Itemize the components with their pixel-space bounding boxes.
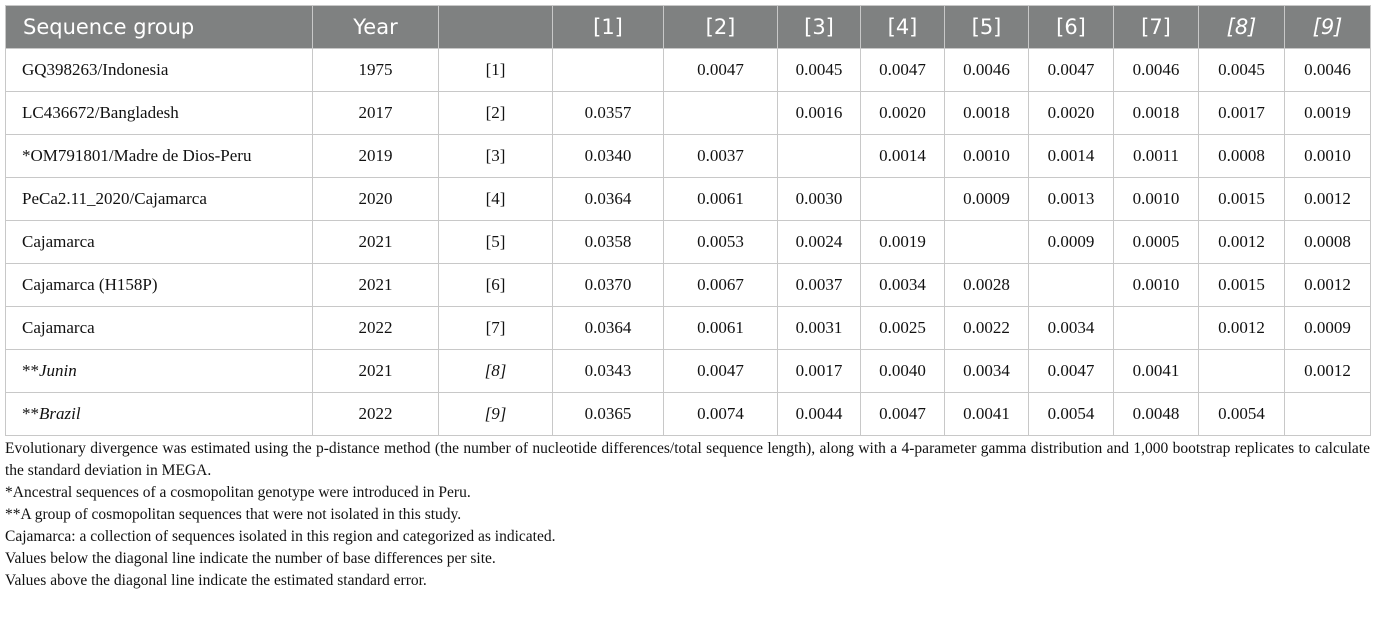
distance-cell: 0.0020 (1029, 92, 1114, 135)
distance-cell: 0.0053 (664, 221, 778, 264)
distance-cell: 0.0343 (553, 350, 664, 393)
distance-cell: 0.0017 (1199, 92, 1285, 135)
distance-cell: 0.0074 (664, 393, 778, 436)
column-header: [6] (1029, 6, 1114, 49)
distance-cell: 0.0047 (664, 49, 778, 92)
distance-cell: 0.0370 (553, 264, 664, 307)
table-row (6, 178, 1371, 221)
distance-cell: 0.0061 (664, 307, 778, 350)
distance-cell: 0.0357 (553, 92, 664, 135)
distance-cell: 0.0009 (1285, 307, 1371, 350)
year-cell: 1975 (313, 49, 439, 92)
distance-cell: 0.0045 (1199, 49, 1285, 92)
column-header: [7] (1114, 6, 1199, 49)
footnote: *Ancestral sequences of a cosmopolitan genotype were introduced in Peru. (5, 484, 471, 501)
column-header: [8] (1199, 6, 1285, 49)
distance-cell (778, 135, 861, 178)
table-container (5, 5, 1370, 592)
sequence-group-cell (6, 350, 313, 393)
distance-cell: 0.0046 (945, 49, 1029, 92)
distance-cell: 0.0009 (1029, 221, 1114, 264)
table-row (6, 49, 1371, 92)
distance-cell: 0.0025 (861, 307, 945, 350)
distance-cell: 0.0054 (1029, 393, 1114, 436)
distance-cell: 0.0031 (778, 307, 861, 350)
distance-cell: 0.0012 (1285, 350, 1371, 393)
table-row (6, 135, 1371, 178)
table-row (6, 393, 1371, 436)
distance-cell (553, 49, 664, 92)
index-cell: [3] (439, 135, 553, 178)
year-cell: 2021 (313, 221, 439, 264)
sequence-group-cell (6, 264, 313, 307)
distance-cell: 0.0009 (945, 178, 1029, 221)
distance-cell: 0.0364 (553, 307, 664, 350)
column-header: [1] (553, 6, 664, 49)
year-cell: 2021 (313, 264, 439, 307)
distance-cell: 0.0044 (778, 393, 861, 436)
distance-cell: 0.0045 (778, 49, 861, 92)
distance-cell: 0.0067 (664, 264, 778, 307)
distance-cell: 0.0061 (664, 178, 778, 221)
distance-cell: 0.0018 (945, 92, 1029, 135)
distance-cell: 0.0012 (1199, 307, 1285, 350)
distance-cell: 0.0046 (1114, 49, 1199, 92)
divergence-table (5, 5, 1371, 436)
distance-cell (1199, 350, 1285, 393)
index-cell: [7] (439, 307, 553, 350)
distance-cell: 0.0008 (1285, 221, 1371, 264)
distance-cell: 0.0054 (1199, 393, 1285, 436)
distance-cell: 0.0041 (945, 393, 1029, 436)
sequence-group-label: LC436672/Bangladesh (22, 103, 179, 122)
footnote: Values above the diagonal line indicate the estimated standard error. (5, 572, 427, 589)
distance-cell: 0.0358 (553, 221, 664, 264)
distance-cell: 0.0008 (1199, 135, 1285, 178)
footnote: Evolutionary divergence was estimated using the p-distance method (the number of nucleotide differences/total sequence length), along with a 4-parameter gamma distribution and 1,000 bootstrap replicates to calculate the standard deviation in MEGA. (5, 440, 1370, 479)
footnote: Cajamarca: a collection of sequences isolated in this region and categorized as indicated. (5, 528, 556, 545)
index-cell: [2] (439, 92, 553, 135)
sequence-group-cell (6, 135, 313, 178)
distance-cell: 0.0022 (945, 307, 1029, 350)
year-cell: 2022 (313, 307, 439, 350)
distance-cell: 0.0005 (1114, 221, 1199, 264)
index-cell: [1] (439, 49, 553, 92)
distance-cell: 0.0040 (861, 350, 945, 393)
sequence-group-label: GQ398263/Indonesia (22, 60, 169, 79)
distance-cell: 0.0034 (1029, 307, 1114, 350)
distance-cell: 0.0016 (778, 92, 861, 135)
distance-cell: 0.0015 (1199, 178, 1285, 221)
distance-cell: 0.0047 (861, 49, 945, 92)
distance-cell: 0.0041 (1114, 350, 1199, 393)
distance-cell: 0.0010 (1285, 135, 1371, 178)
year-cell: 2020 (313, 178, 439, 221)
year-cell: 2022 (313, 393, 439, 436)
sequence-group-cell (6, 221, 313, 264)
distance-cell: 0.0365 (553, 393, 664, 436)
sequence-group-label: Junin (39, 361, 77, 380)
distance-cell: 0.0364 (553, 178, 664, 221)
distance-cell: 0.0017 (778, 350, 861, 393)
distance-cell: 0.0047 (861, 393, 945, 436)
distance-cell: 0.0030 (778, 178, 861, 221)
sequence-group-cell (6, 178, 313, 221)
distance-cell: 0.0047 (664, 350, 778, 393)
year-cell: 2017 (313, 92, 439, 135)
distance-cell: 0.0014 (1029, 135, 1114, 178)
sequence-group-label: Cajamarca (H158P) (22, 275, 158, 294)
sequence-group-cell (6, 393, 313, 436)
column-header (439, 6, 553, 49)
distance-cell: 0.0034 (861, 264, 945, 307)
distance-cell (861, 178, 945, 221)
table-row (6, 92, 1371, 135)
distance-cell: 0.0048 (1114, 393, 1199, 436)
distance-cell: 0.0019 (861, 221, 945, 264)
sequence-group-cell (6, 307, 313, 350)
distance-cell: 0.0019 (1285, 92, 1371, 135)
column-header: [4] (861, 6, 945, 49)
index-cell: [9] (439, 393, 553, 436)
column-header: [5] (945, 6, 1029, 49)
distance-cell: 0.0015 (1199, 264, 1285, 307)
distance-cell: 0.0013 (1029, 178, 1114, 221)
distance-cell: 0.0037 (664, 135, 778, 178)
distance-cell: 0.0012 (1285, 178, 1371, 221)
column-header: [2] (664, 6, 778, 49)
column-header: Year (313, 6, 439, 49)
distance-cell: 0.0046 (1285, 49, 1371, 92)
distance-cell: 0.0010 (945, 135, 1029, 178)
distance-cell (1285, 393, 1371, 436)
year-cell: 2019 (313, 135, 439, 178)
index-cell: [5] (439, 221, 553, 264)
distance-cell: 0.0011 (1114, 135, 1199, 178)
column-header: [3] (778, 6, 861, 49)
distance-cell (1029, 264, 1114, 307)
distance-cell: 0.0018 (1114, 92, 1199, 135)
distance-cell: 0.0012 (1285, 264, 1371, 307)
distance-cell: 0.0010 (1114, 264, 1199, 307)
sequence-group-label: PeCa2.11_2020/Cajamarca (22, 189, 207, 208)
distance-cell: 0.0024 (778, 221, 861, 264)
distance-cell (945, 221, 1029, 264)
distance-cell: 0.0010 (1114, 178, 1199, 221)
distance-cell (1114, 307, 1199, 350)
table-footnotes (5, 438, 1370, 592)
distance-cell: 0.0047 (1029, 350, 1114, 393)
footnote-marker: ** (22, 404, 39, 423)
sequence-group-cell (6, 49, 313, 92)
footnote: **A group of cosmopolitan sequences that were not isolated in this study. (5, 506, 462, 523)
distance-cell: 0.0340 (553, 135, 664, 178)
column-header: [9] (1285, 6, 1371, 49)
distance-cell: 0.0028 (945, 264, 1029, 307)
distance-cell: 0.0047 (1029, 49, 1114, 92)
distance-cell: 0.0034 (945, 350, 1029, 393)
distance-cell: 0.0014 (861, 135, 945, 178)
distance-cell (664, 92, 778, 135)
column-header: Sequence group (6, 6, 313, 49)
footnote: Values below the diagonal line indicate the number of base differences per site. (5, 550, 496, 567)
index-cell: [8] (439, 350, 553, 393)
sequence-group-label: Cajamarca (22, 232, 95, 251)
table-row (6, 307, 1371, 350)
distance-cell: 0.0020 (861, 92, 945, 135)
index-cell: [6] (439, 264, 553, 307)
table-row (6, 221, 1371, 264)
distance-cell: 0.0037 (778, 264, 861, 307)
sequence-group-label: Cajamarca (22, 318, 95, 337)
year-cell: 2021 (313, 350, 439, 393)
sequence-group-cell (6, 92, 313, 135)
distance-cell: 0.0012 (1199, 221, 1285, 264)
sequence-group-label: Brazil (39, 404, 81, 423)
table-row (6, 350, 1371, 393)
table-row (6, 264, 1371, 307)
header-row (6, 6, 1371, 49)
sequence-group-label: *OM791801/Madre de Dios-Peru (22, 146, 252, 165)
footnote-marker: ** (22, 361, 39, 380)
index-cell: [4] (439, 178, 553, 221)
